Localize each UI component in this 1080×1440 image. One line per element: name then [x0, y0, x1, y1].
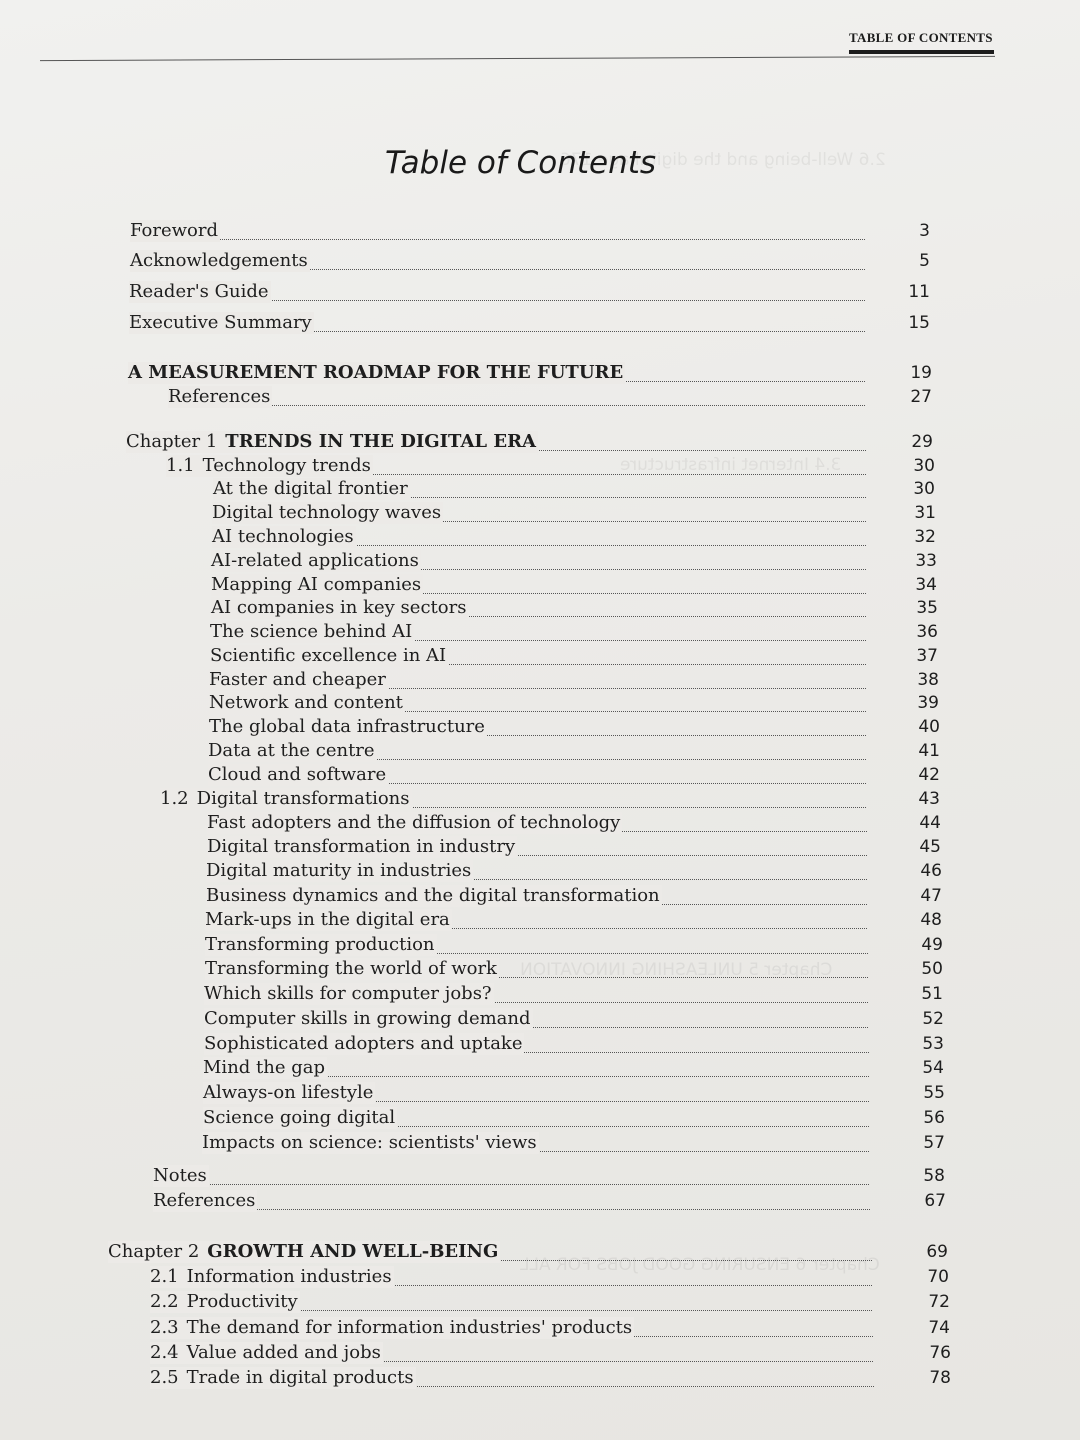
- toc-entry: [209, 692, 939, 718]
- entry-title: [207, 812, 622, 834]
- entry-title: [205, 958, 499, 980]
- toc-entry: [129, 312, 930, 338]
- page-number: 50: [921, 959, 943, 979]
- entry-label: Data at the centre: [208, 740, 375, 761]
- entry-title: [212, 502, 443, 524]
- entry-title: [153, 1190, 257, 1212]
- entry-label: At the digital frontier: [213, 478, 408, 499]
- entry-title: [108, 1241, 500, 1263]
- toc-entry: [212, 526, 936, 552]
- entry-label: Digital transformations: [196, 788, 410, 809]
- toc-entry: [211, 550, 937, 576]
- page-number: 33: [915, 551, 937, 571]
- bleed-through-decoration: 3.4 Internet infrastructure: [620, 455, 842, 475]
- toc-entry: [212, 502, 936, 528]
- entry-title: [205, 934, 437, 956]
- entry-label: Digital maturity in industries: [206, 860, 472, 881]
- page-number: 31: [914, 503, 936, 523]
- entry-title: [211, 550, 421, 572]
- entry-label: Mind the gap: [203, 1057, 326, 1078]
- page-number: 44: [919, 813, 941, 833]
- entry-title: [207, 836, 517, 858]
- entry-label: Network and content: [209, 692, 403, 713]
- entry-title: [150, 1266, 394, 1288]
- page-number: 57: [923, 1133, 945, 1153]
- dot-leader: [130, 238, 865, 240]
- page-number: 36: [916, 622, 938, 642]
- page-number: 3: [919, 221, 930, 241]
- toc-entry: [153, 1165, 945, 1191]
- toc-entry: [130, 250, 930, 276]
- toc-entry: [128, 362, 932, 388]
- entry-label: A MEASUREMENT ROADMAP FOR THE FUTURE: [128, 362, 624, 383]
- section-number: 2.3: [150, 1317, 179, 1338]
- dot-leader: [153, 1208, 870, 1210]
- entry-title: [203, 1082, 375, 1104]
- entry-label: Mapping AI companies: [211, 574, 422, 595]
- page-title: Table of Contents: [385, 145, 657, 181]
- page-number: 11: [908, 282, 930, 302]
- entry-label: The science behind AI: [210, 621, 413, 642]
- page-number: 52: [922, 1009, 944, 1029]
- entry-label: Technology trends: [202, 455, 371, 476]
- page-number: 55: [923, 1083, 945, 1103]
- entry-title: [150, 1367, 416, 1389]
- page-number: 51: [921, 984, 943, 1004]
- page-number: 72: [928, 1292, 950, 1312]
- page-number: 69: [926, 1242, 948, 1262]
- entry-title: [206, 885, 662, 907]
- entry-label: Acknowledgements: [130, 250, 308, 271]
- entry-title: [166, 455, 373, 477]
- entry-label: Science going digital: [203, 1107, 396, 1128]
- toc-entry: [206, 860, 942, 886]
- entry-title: [210, 645, 448, 667]
- page-number: 46: [920, 861, 942, 881]
- page-number: 39: [917, 693, 939, 713]
- toc-entry: [153, 1190, 946, 1216]
- section-number: 2.4: [150, 1342, 179, 1363]
- entry-label: Transforming the world of work: [205, 958, 497, 979]
- toc-entry: [205, 934, 943, 960]
- page-number: 43: [918, 789, 940, 809]
- toc-entry: [208, 764, 940, 790]
- page-number: 53: [922, 1034, 944, 1054]
- toc-entry: [204, 1008, 944, 1034]
- entry-label: Computer skills in growing demand: [204, 1008, 531, 1029]
- section-number: 2.5: [150, 1367, 179, 1388]
- section-number: 2.2: [150, 1291, 179, 1312]
- toc-entry: [210, 645, 938, 671]
- entry-title: [210, 621, 414, 643]
- page-number: 38: [917, 670, 939, 690]
- toc-entry: [206, 885, 942, 911]
- entry-label: Sophisticated adopters and uptake: [204, 1033, 523, 1054]
- page-number: 27: [910, 387, 932, 407]
- page-number: 40: [918, 717, 940, 737]
- entry-title: [150, 1342, 383, 1364]
- entry-label: Executive Summary: [129, 312, 312, 333]
- entry-label: Reader's Guide: [129, 281, 269, 302]
- page-number: 54: [922, 1058, 944, 1078]
- entry-title: [160, 788, 412, 810]
- entry-title: [208, 740, 377, 762]
- entry-title: [211, 597, 468, 619]
- entry-label: Scientific excellence in AI: [210, 645, 447, 666]
- entry-title: [209, 692, 405, 714]
- entry-label: References: [168, 386, 271, 407]
- dot-leader: [168, 404, 865, 406]
- entry-title: [206, 860, 473, 882]
- header-rule: [40, 56, 995, 61]
- entry-label: Always-on lifestyle: [203, 1082, 374, 1103]
- entry-label: Digital transformation in industry: [207, 836, 516, 857]
- chapter-label: Chapter 1: [126, 431, 218, 452]
- entry-label: Trade in digital products: [186, 1367, 414, 1388]
- entry-label: Which skills for computer jobs?: [204, 983, 492, 1004]
- entry-title: [203, 1107, 397, 1129]
- page-number: 34: [915, 575, 937, 595]
- toc-entry: [211, 597, 938, 623]
- entry-label: Digital technology waves: [212, 502, 442, 523]
- entry-title: [208, 764, 388, 786]
- entry-title: [213, 478, 410, 500]
- page-number: 35: [916, 598, 938, 618]
- bleed-through-decoration: 2.6 Well-being and the digital age 176: [560, 150, 886, 170]
- section-number: 1.2: [160, 788, 189, 809]
- page-number: 47: [920, 886, 942, 906]
- toc-entry: [150, 1317, 950, 1343]
- entry-title: [211, 574, 423, 596]
- page-number: 56: [923, 1108, 945, 1128]
- entry-title: [212, 526, 356, 548]
- page-number: 74: [928, 1318, 950, 1338]
- entry-label: AI technologies: [212, 526, 354, 547]
- entry-title: [203, 1057, 327, 1079]
- toc-entry: [205, 958, 943, 984]
- toc-entry: [209, 716, 940, 742]
- toc-entry: [204, 1033, 944, 1059]
- page-number: 32: [914, 527, 936, 547]
- toc-entry: [126, 431, 933, 457]
- toc-entry: [207, 836, 941, 862]
- toc-entry: [210, 621, 938, 647]
- entry-label: The global data infrastructure: [209, 716, 485, 737]
- entry-title: [130, 250, 310, 272]
- entry-title: [209, 716, 487, 738]
- entry-label: Transforming production: [205, 934, 435, 955]
- page-number: 58: [923, 1166, 945, 1186]
- running-head: TABLE OF CONTENTS: [849, 30, 993, 45]
- page-number: 30: [913, 479, 935, 499]
- entry-label: Notes: [153, 1165, 207, 1186]
- entry-label: Foreword: [130, 220, 218, 241]
- entry-title: [126, 431, 538, 453]
- toc-entry: [108, 1241, 948, 1267]
- entry-label: AI-related applications: [211, 550, 419, 571]
- toc-entry: [150, 1342, 951, 1368]
- entry-title: [202, 1132, 539, 1154]
- entry-label: Productivity: [186, 1291, 298, 1312]
- entry-title: [168, 386, 272, 408]
- entry-title: [205, 909, 452, 931]
- entry-title: [150, 1317, 634, 1339]
- page-number: 76: [929, 1343, 951, 1363]
- toc-entry: [150, 1291, 950, 1317]
- page-number: 5: [919, 251, 930, 271]
- entry-label: AI companies in key sectors: [211, 597, 467, 618]
- entry-label: Fast adopters and the diffusion of technology: [207, 812, 621, 833]
- page-number: 41: [918, 741, 940, 761]
- page-number: 29: [911, 432, 933, 452]
- entry-title: [204, 1008, 533, 1030]
- toc-entry: [150, 1367, 951, 1393]
- toc-entry: [208, 740, 940, 766]
- toc-entry: [203, 1057, 944, 1083]
- toc-entry: [130, 220, 930, 246]
- toc-entry: [205, 909, 942, 935]
- toc-entry: [129, 281, 930, 307]
- page-number: 67: [924, 1191, 946, 1211]
- page-number: 19: [910, 363, 932, 383]
- section-number: 2.1: [150, 1266, 179, 1287]
- page-number: 48: [920, 910, 942, 930]
- toc-entry: [150, 1266, 949, 1292]
- entry-title: [129, 281, 271, 303]
- entry-label: Business dynamics and the digital transformation: [206, 885, 660, 906]
- entry-title: [130, 220, 220, 242]
- page-number: 70: [927, 1267, 949, 1287]
- page-number: 49: [921, 935, 943, 955]
- entry-title: [204, 1033, 524, 1055]
- toc-entry: [204, 983, 943, 1009]
- section-number: 1.1: [166, 455, 195, 476]
- entry-label: References: [153, 1190, 256, 1211]
- bleed-through-decoration: Chapter 6 ENSURING GOOD JOBS FOR ALL: [520, 1255, 880, 1275]
- entry-label: Mark-ups in the digital era: [205, 909, 450, 930]
- page-number: 30: [913, 456, 935, 476]
- toc-entry: [160, 788, 940, 814]
- entry-label: Faster and cheaper: [209, 669, 386, 690]
- toc-entry: [202, 1132, 945, 1158]
- entry-title: [204, 983, 494, 1005]
- bleed-through-decoration: Chapter 5 UNLEASHING INNOVATION: [520, 960, 833, 980]
- toc-entry: [203, 1107, 945, 1133]
- header-bar: [849, 50, 994, 54]
- entry-label: TRENDS IN THE DIGITAL ERA: [225, 431, 536, 452]
- page-number: 42: [918, 765, 940, 785]
- entry-label: Cloud and software: [208, 764, 387, 785]
- page-number: 37: [916, 646, 938, 666]
- toc-entry: [168, 386, 932, 412]
- entry-title: [129, 312, 314, 334]
- toc-entry: [213, 478, 935, 504]
- page-number: 15: [908, 313, 930, 333]
- entry-label: Impacts on science: scientists' views: [202, 1132, 537, 1153]
- entry-label: Information industries: [186, 1266, 392, 1287]
- toc-entry: [203, 1082, 945, 1108]
- page-number: 45: [919, 837, 941, 857]
- page-number: 78: [929, 1368, 951, 1388]
- dot-leader: [153, 1183, 869, 1185]
- entry-label: Value added and jobs: [186, 1342, 381, 1363]
- entry-label: The demand for information industries' products: [186, 1317, 633, 1338]
- entry-title: [209, 669, 388, 691]
- entry-label: GROWTH AND WELL-BEING: [207, 1241, 499, 1262]
- entry-title: [153, 1165, 209, 1187]
- entry-title: [150, 1291, 300, 1313]
- toc-entry: [207, 812, 941, 838]
- chapter-label: Chapter 2: [108, 1241, 200, 1262]
- entry-title: [128, 362, 625, 384]
